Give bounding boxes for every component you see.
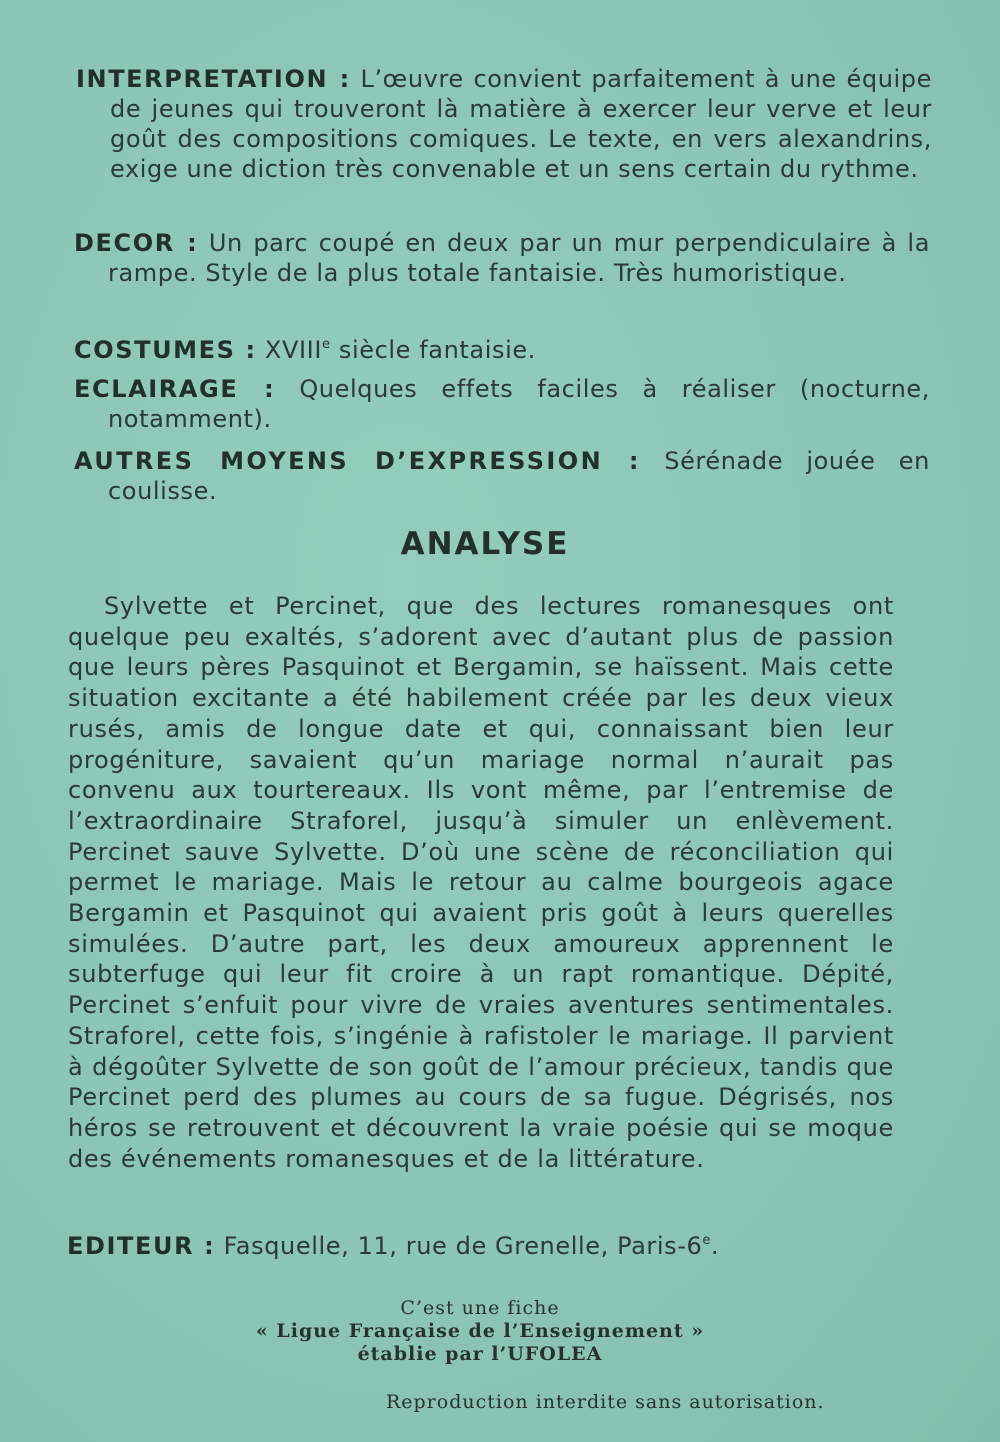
costumes-century: XVIII — [264, 336, 323, 364]
decor-text: Un parc coupé en deux par un mur perpendiculaire à la rampe. Style de la plus totale fantaisie. Très humoristique. — [108, 229, 931, 287]
eclairage-label: ECLAIRAGE : — [74, 375, 276, 403]
costumes-section — [74, 330, 930, 365]
interpretation-text: L’œuvre convient parfaitement à une équipe de jeunes qui trouveront là matière à exercer leur verve et leur goût des compositions comiques. Le texte, en vers alexandrins, exige une diction très convenable et un sens certain du rythme. — [110, 65, 932, 183]
analyse-paragraph: Sylvette et Percinet, que des lectures romanesques ont quelque peu exaltés, s’adorent avec d’autant plus de passion que leurs pères Pasquinot et Bergamin, se haïssent. Mais cette situation excitante a été habilement créée par les deux vieux rusés, amis de longue date et qui, connaissant bien leur progéniture, savaient qu’un mariage normal n’aurait pas convenu aux tourtereaux. Ils vont même, par l’entremise de l’extraordinaire Straforel, jusqu’à simuler un enlèvement. Percinet sauve Sylvette. D’où une scène de réconciliation qui permet le mariage. Mais le retour au calme bourgeois agace Bergamin et Pasquinot qui avaient pris goût à leurs querelles simulées. D’autre part, les deux amoureux apprennent le subterfuge qui leur fit croire à un rapt romantique. Dépité, Percinet s’enfuit pour vivre de vraies aventures sentimentales. Straforel, cette fois, s’ingénie à rafistoler le mariage. Il parvient à dégoûter Sylvette de son goût de l’amour précieux, tandis que Percinet perd des plumes au cours de sa fugue. Dégrisés, nos héros se retrouvent et découvrent la vraie poésie qui se moque des événements romanesques et de la littérature. — [68, 592, 894, 1173]
editeur-section — [67, 1226, 897, 1261]
footer-line-3: établie par l’UFOLEA — [357, 1343, 603, 1365]
decor-label: DECOR : — [74, 229, 199, 257]
eclairage-text: Quelques effets faciles à réaliser (nocturne, notamment). — [108, 375, 931, 433]
costumes-text: siècle fantaisie. — [338, 336, 536, 364]
autres-moyens-section — [74, 446, 930, 506]
autres-moyens-text: Sérénade jouée en coulisse. — [108, 447, 930, 505]
decor-section — [74, 228, 930, 288]
editeur-text: Fasquelle, 11, rue de Grenelle, Paris-6 — [223, 1232, 703, 1260]
analyse-heading: ANALYSE — [400, 526, 570, 562]
reproduction-notice: Reproduction interdite sans autorisation. — [386, 1391, 825, 1413]
interpretation-label: INTERPRETATION : — [76, 65, 351, 93]
editeur-end: . — [710, 1232, 720, 1260]
eclairage-section — [74, 374, 930, 434]
interpretation-section — [76, 64, 932, 184]
costumes-label: COSTUMES : — [74, 336, 257, 364]
footer-credit — [0, 1297, 960, 1366]
costumes-century-sup: e — [322, 337, 331, 352]
autres-moyens-label: AUTRES MOYENS D’EXPRESSION : — [74, 447, 641, 475]
footer-line-1: C’est une fiche — [400, 1297, 560, 1319]
footer-line-2: « Ligue Française de l’Enseignement » — [255, 1320, 705, 1342]
editeur-label: EDITEUR : — [67, 1232, 216, 1260]
editeur-sup: e — [702, 1233, 711, 1248]
